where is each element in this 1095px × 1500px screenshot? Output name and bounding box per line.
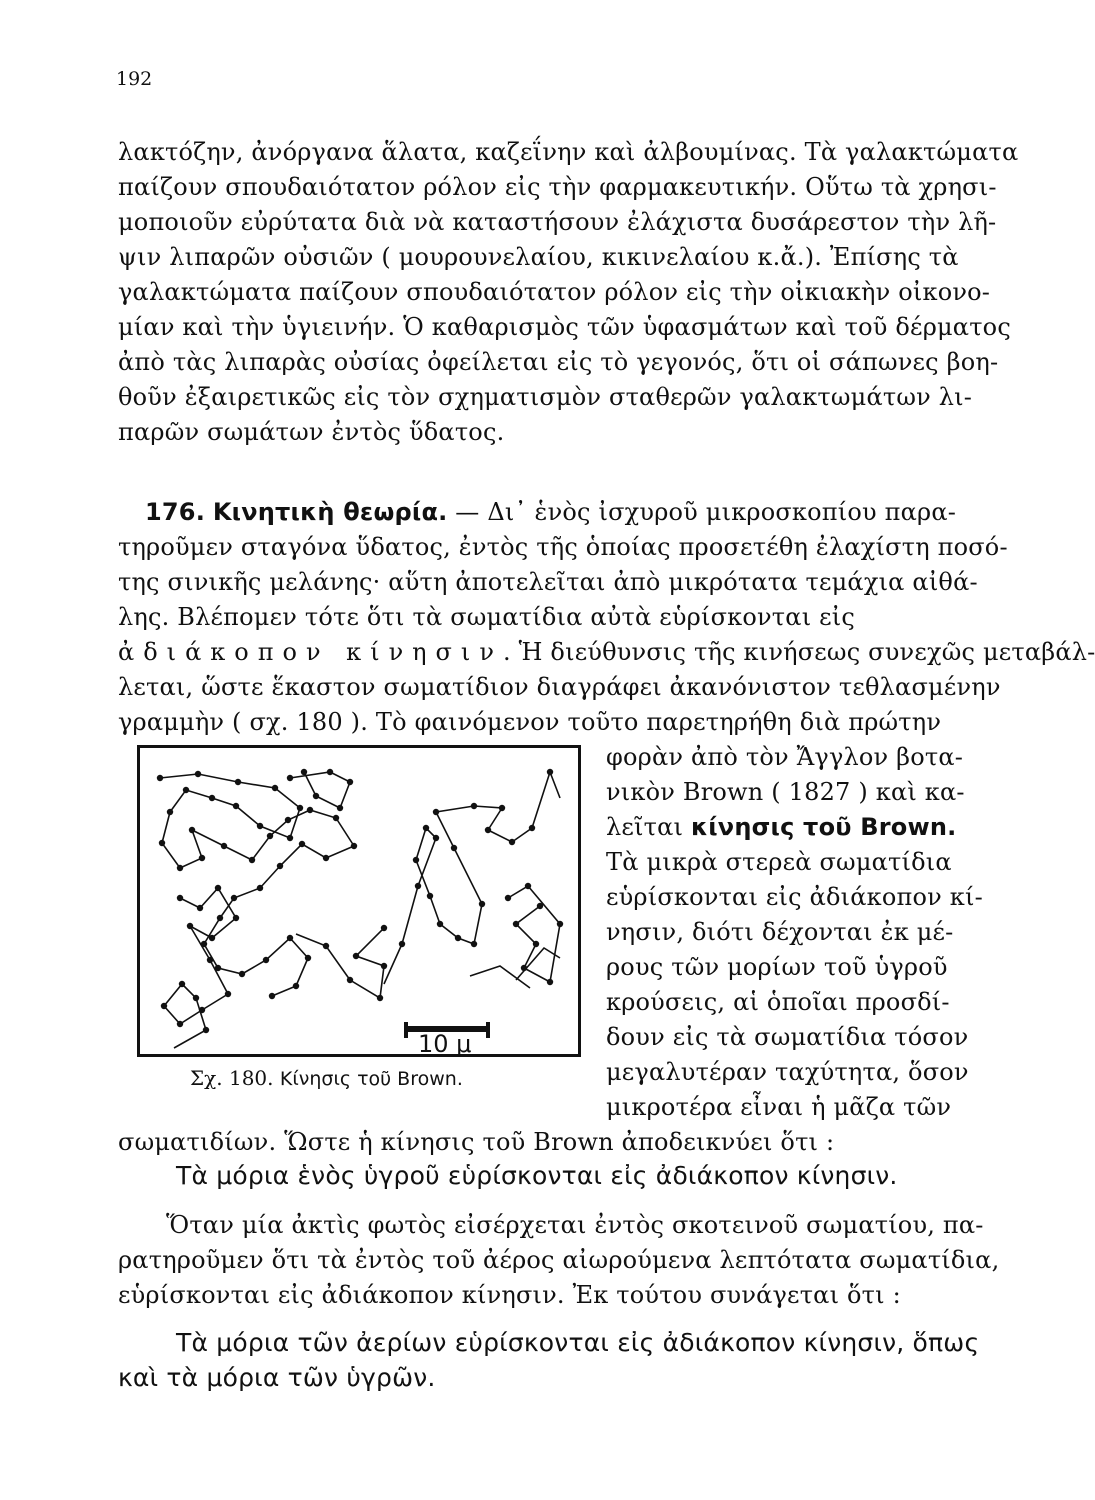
side-line: μεγαλυτέραν ταχύτητα, ὅσον [606, 1058, 969, 1086]
term-brownian-motion: κίνησις τοῦ Brown. [691, 813, 957, 841]
side-line: Τὰ μικρὰ στερεὰ σωματίδια [606, 848, 952, 876]
particle-positions [157, 769, 563, 1033]
side-line: νησιν, διότι δέχονται ἐκ μέ- [606, 918, 954, 946]
text-line: Τὰ μόρια τῶν ἀερίων εὑρίσκονται εἰς ἀδιάκοπον κίνησιν, ὅπως [176, 1328, 980, 1357]
side-line: νικὸν Brown ( 1827 ) καὶ κα- [606, 778, 965, 806]
text-segment: λεῖται [606, 813, 684, 841]
text-line: παίζουν σπουδαιότατον ρόλον εἰς τὴν φαρμακευτικήν. Οὕτω τὰ χρησι- [118, 173, 997, 201]
text-line: γαλακτώματα παίζουν σπουδαιότατον ρόλον εἰς τὴν οἰκιακὴν οἰκονο- [118, 278, 991, 306]
side-line: εὑρίσκονται εἰς ἀδιάκοπον κί- [606, 883, 983, 911]
text-line: γραμμὴν ( σχ. 180 ). Τὸ φαινόμενον τοῦτο παρετηρήθη διὰ πρώτην [118, 708, 942, 736]
section-title: Κινητικὴ θεωρία. [212, 498, 448, 526]
section-text: — Δι᾽ ἑνὸς ἰσχυροῦ μικροσκοπίου παρα- [455, 498, 957, 526]
text-line: Ὅταν μία ἀκτὶς φωτὸς εἰσέρχεται ἐντὸς σκοτεινοῦ σωματίου, πα- [166, 1211, 984, 1239]
text-line: ρατηροῦμεν ὅτι τὰ ἐντὸς τοῦ ἀέρος αἰωρούμενα λεπτότατα σωματίδια, [118, 1246, 1000, 1274]
conclusion-liquids: Τὰ μόρια ἑνὸς ὑγροῦ εὑρίσκονται εἰς ἀδιάκοπον κίνησιν. [176, 1161, 898, 1190]
text-line: τηροῦμεν σταγόνα ὕδατος, ἐντὸς τῆς ὁποίας προσετέθη ἐλαχίστη ποσό- [118, 533, 1008, 561]
emphasis-spaced: ἀδιάκοπον κίνησιν [118, 638, 503, 666]
text-segment: . Ἡ διεύθυνσις τῆς κινήσεως συνεχῶς μεταβάλ- [502, 638, 1095, 666]
text-line: ἀπὸ τὰς λιπαρὰς οὐσίας ὀφείλεται εἰς τὸ γεγονός, ὅτι οἱ σάπωνες βοη- [118, 348, 999, 376]
caption-number: Σχ. 180. [190, 1066, 274, 1090]
text-line: καὶ τὰ μόρια τῶν ὑγρῶν. [118, 1363, 436, 1392]
side-line: μικροτέρα εἶναι ἡ μᾶζα τῶν [606, 1093, 952, 1121]
text-line: ψιν λιπαρῶν οὐσιῶν ( μουρουνελαίου, κικινελαίου κ.ἄ.). Ἐπίσης τὰ [118, 243, 959, 271]
scale-label: 10 μ [418, 1030, 472, 1058]
text-line: παρῶν σωμάτων ἐντὸς ὕδατος. [118, 418, 505, 446]
section-number: 176. [145, 498, 206, 526]
text-line: της σινικῆς μελάνης· αὕτη ἀποτελεῖται ἀπὸ μικρότατα τεμάχια αἰθά- [118, 568, 978, 596]
text-segment: λης. Βλέπομεν τότε ὅτι τὰ σωματίδια αὐτὰ εὑρίσκονται εἰς [118, 603, 856, 631]
text-line: θοῦν ἐξαιρετικῶς εἰς τὸν σχηματισμὸν σταθερῶν γαλακτωμάτων λι- [118, 383, 973, 411]
section-heading-line [145, 497, 956, 527]
text-line: λακτόζην, ἀνόργανα ἅλατα, καζεΐνην καὶ ἀλβουμίνας. Τὰ γαλακτώματα [118, 138, 1019, 166]
side-line: δουν εἰς τὰ σωματίδια τόσον [606, 1023, 969, 1051]
figure-brownian-paths [137, 745, 581, 1057]
text-line [118, 602, 855, 632]
text-line: μίαν καὶ τὴν ὑγιεινήν. Ὁ καθαρισμὸς τῶν ὑφασμάτων καὶ τοῦ δέρματος [118, 313, 1011, 341]
side-line: φορὰν ἀπὸ τὸν Ἄγγλον βοτα- [606, 743, 964, 771]
text-line: μοποιοῦν εὐρύτατα διὰ νὰ καταστήσουν ἐλάχιστα δυσάρεστον τὴν λῆ- [118, 208, 997, 236]
figure-caption [190, 1066, 463, 1090]
brownian-path-drawing [140, 748, 578, 1054]
side-line: κρούσεις, αἱ ὁποῖαι προσδί- [606, 988, 950, 1016]
side-line: ρους τῶν μορίων τοῦ ὑγροῦ [606, 953, 948, 981]
page-number: 192 [116, 68, 153, 90]
text-line: σωματιδίων. Ὥστε ἡ κίνησις τοῦ Brown ἀποδεικνύει ὅτι : [118, 1128, 835, 1156]
scale-bar-tick [486, 1022, 490, 1038]
caption-text: Κίνησις τοῦ Brown. [279, 1068, 463, 1090]
scale-bar [404, 1022, 490, 1056]
side-line [606, 812, 956, 842]
text-line [118, 637, 1095, 667]
text-line: εὑρίσκονται εἰς ἀδιάκοπον κίνησιν. Ἐκ τούτου συνάγεται ὅτι : [118, 1281, 901, 1309]
left-cluster-path [160, 772, 384, 1048]
scale-bar-tick [404, 1022, 408, 1038]
text-line: λεται, ὥστε ἕκαστον σωματίδιον διαγράφει ἀκανόνιστον τεθλασμένην [118, 673, 1001, 701]
